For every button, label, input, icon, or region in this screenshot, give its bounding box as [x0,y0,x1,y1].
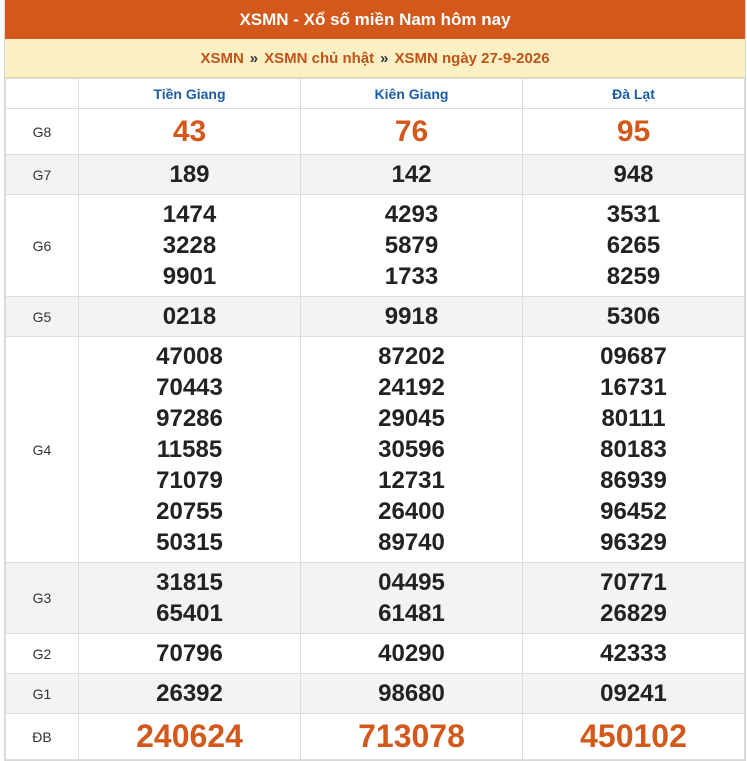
prize-number: 3228 [162,232,217,259]
results-table [5,78,745,760]
prize-cell [301,563,523,634]
prize-number: 142 [391,161,432,188]
breadcrumb [5,39,745,78]
breadcrumb-separator: » [380,49,389,67]
prize-row-g2 [6,634,745,674]
prize-number: 70771 [600,569,667,596]
prize-number: 24192 [378,374,445,401]
prize-cell [79,674,301,714]
prize-number: 04495 [378,569,445,596]
prize-cell [79,563,301,634]
province-name[interactable]: Tiền Giang [79,79,301,109]
breadcrumb-link-xsmn[interactable]: XSMN [200,49,244,67]
prize-cell [523,563,745,634]
prize-number: 11585 [156,436,223,463]
prize-cell [523,195,745,297]
prize-number: 98680 [378,680,445,707]
special-prize-number: 713078 [358,718,465,754]
breadcrumb-link-sunday[interactable]: XSMN chủ nhật [264,49,375,67]
prize-cell [523,674,745,714]
prize-cell [523,337,745,563]
prize-number: 31815 [156,569,223,596]
prize-number: 20755 [156,498,223,525]
prize-label: ĐB [6,714,79,760]
prize-number: 9901 [162,263,217,290]
prize-number: 12731 [378,467,445,494]
prize-label: G5 [6,297,79,337]
prize-number: 8259 [606,263,661,290]
prize-cell [301,634,523,674]
prize-number: 29045 [378,405,445,432]
prize-number: 948 [613,161,654,188]
prize-cell [301,195,523,297]
prize-number: 1733 [384,263,439,290]
prize-number: 4293 [384,201,439,228]
prize-number: 5306 [606,303,661,330]
prize-number: 65401 [156,600,223,627]
prize-cell [79,337,301,563]
prize-number: 96452 [600,498,667,525]
prize-number: 71079 [156,467,223,494]
prize-label: G6 [6,195,79,297]
prize-cell [79,155,301,195]
prize-row-g3 [6,563,745,634]
prize-number: 47008 [156,343,223,370]
prize-number: 40290 [378,640,445,667]
prize-cell [79,634,301,674]
prize-number: 5879 [384,232,439,259]
prize-cell [301,337,523,563]
results-panel [4,0,746,761]
prize-label: G7 [6,155,79,195]
page-title: XSMN - Xổ số miền Nam hôm nay [5,0,745,39]
prize-number: 3531 [606,201,661,228]
prize-number: 42333 [600,640,667,667]
prize-number: 26829 [600,600,667,627]
prize-number: 80183 [600,436,667,463]
prize-cell [79,195,301,297]
prize-cell [79,714,301,760]
prize-cell [523,297,745,337]
prize-number: 0218 [162,303,217,330]
prize-cell [301,714,523,760]
prize-row-g1 [6,674,745,714]
prize-number: 96329 [600,529,667,556]
prize-cell [301,674,523,714]
prize-number: 16731 [600,374,667,401]
prize-number: 26392 [156,680,223,707]
prize-cell [301,297,523,337]
prize-cell [301,155,523,195]
prize-number: 09241 [600,680,667,707]
province-name[interactable]: Kiên Giang [301,79,523,109]
prize-number: 70443 [156,374,223,401]
prize-label: G4 [6,337,79,563]
prize-number: 61481 [378,600,445,627]
prize-cell [523,634,745,674]
prize-cell [523,155,745,195]
special-prize-number: 450102 [580,718,687,754]
prize-number: 89740 [378,529,445,556]
prize-label: G1 [6,674,79,714]
prize-cell [79,297,301,337]
prize-cell [523,109,745,155]
prize-cell [301,109,523,155]
prize-number: 70796 [156,640,223,667]
prize-number: 86939 [600,467,667,494]
header-blank [6,79,79,109]
province-header-row [6,79,745,109]
prize-number: 26400 [378,498,445,525]
prize-number: 43 [172,115,207,148]
prize-cell [523,714,745,760]
prize-row-g6 [6,195,745,297]
prize-number: 87202 [378,343,445,370]
prize-number: 09687 [600,343,667,370]
prize-row-g8 [6,109,745,155]
prize-number: 76 [394,115,429,148]
prize-number: 95 [616,115,651,148]
prize-number: 50315 [156,529,223,556]
province-name[interactable]: Đà Lạt [523,79,745,109]
prize-number: 80111 [601,405,666,432]
breadcrumb-separator: » [249,49,259,67]
prize-number: 1474 [162,201,217,228]
prize-number: 9918 [384,303,439,330]
prize-number: 189 [169,161,210,188]
breadcrumb-link-date[interactable]: XSMN ngày 27-9-2026 [394,49,550,67]
prize-label: G8 [6,109,79,155]
prize-label: G3 [6,563,79,634]
prize-row-special [6,714,745,760]
prize-row-g4 [6,337,745,563]
prize-number: 30596 [378,436,445,463]
special-prize-number: 240624 [136,718,243,754]
prize-label: G2 [6,634,79,674]
prize-row-g5 [6,297,745,337]
prize-number: 6265 [606,232,661,259]
prize-cell [79,109,301,155]
prize-row-g7 [6,155,745,195]
prize-number: 97286 [156,405,223,432]
